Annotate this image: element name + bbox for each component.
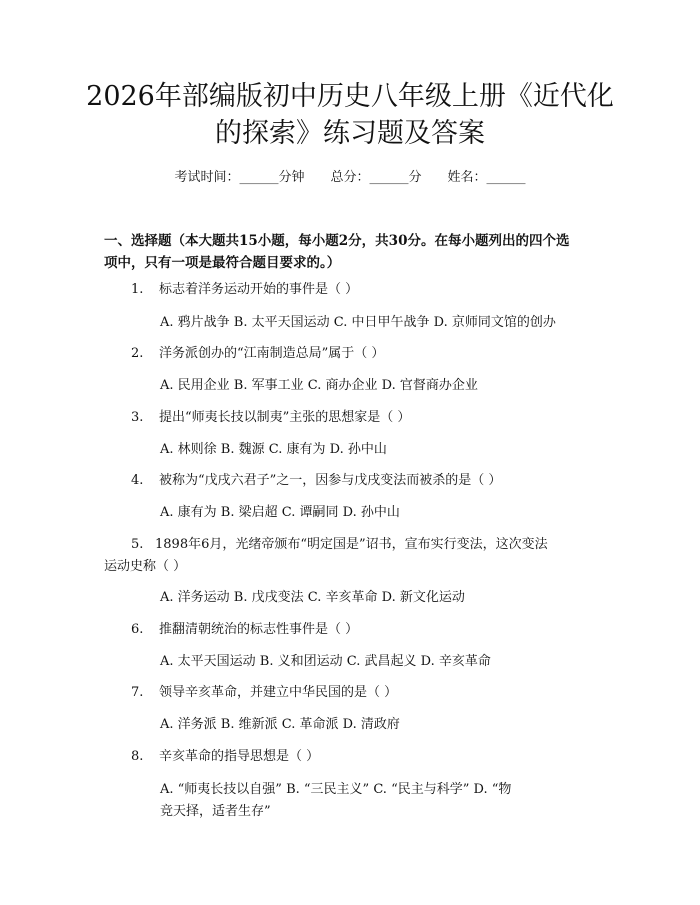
question-7-stem — [131, 683, 397, 703]
question-number: 4. — [131, 473, 144, 488]
exam-time-field: 考试时间：______分钟 — [174, 170, 305, 185]
section-header-line-2: 项中，只有一项是最符合题目要求的。） — [104, 255, 341, 271]
question-5-options: A. 洋务运动 B. 戊戌变法 C. 辛亥革命 D. 新文化运动 — [160, 590, 465, 605]
question-4-options: A. 康有为 B. 梁启超 C. 谭嗣同 D. 孙中山 — [160, 505, 400, 520]
question-8-options — [160, 779, 600, 823]
question-7-options: A. 洋务派 B. 维新派 C. 革命派 D. 清政府 — [160, 717, 400, 732]
question-text: 提出“师夷长技以制夷”主张的思想家是（ ） — [159, 410, 411, 425]
exam-name-field: 姓名：______ — [447, 170, 526, 185]
question-text-line-1: 1898年6月，光绪帝颁布“明定国是”诏书，宣布实行变法，这次变法 — [155, 537, 548, 552]
question-number: 8. — [131, 749, 144, 764]
question-1-options: A. 鸦片战争 B. 太平天国运动 C. 中日甲午战争 D. 京师同文馆的创办 — [160, 315, 556, 330]
question-1-stem — [131, 280, 358, 300]
question-4-stem — [131, 471, 501, 491]
options-line-2: 竞天择，适者生存” — [160, 804, 271, 819]
document-title — [60, 78, 640, 152]
question-2-options: A. 民用企业 B. 军事工业 C. 商办企业 D. 官督商办企业 — [160, 378, 478, 393]
exam-score-field: 总分：______分 — [330, 170, 422, 185]
title-line-2: 的探索》练习题及答案 — [215, 118, 485, 149]
question-number: 3. — [131, 410, 144, 425]
exam-info — [0, 168, 700, 188]
question-8-stem — [131, 747, 319, 767]
question-number: 6. — [131, 622, 144, 637]
question-5-stem — [104, 534, 604, 578]
question-text: 被称为“戊戌六君子”之一，因参与戊戌变法而被杀的是（ ） — [159, 473, 502, 488]
question-text: 推翻清朝统治的标志性事件是（ ） — [159, 622, 359, 637]
question-text: 洋务派创办的“江南制造总局”属于（ ） — [159, 346, 385, 361]
options-line-1: A. “师夷长技以自强” B. “三民主义” C. “民主与科学” D. “物 — [160, 782, 512, 797]
question-6-stem — [131, 620, 358, 640]
question-number: 5. — [131, 537, 144, 552]
section-header-line-1: 一、选择题（本大题共15小题，每小题2分，共30分。在每小题列出的四个选 — [104, 233, 570, 249]
question-text-line-2: 运动史称（ ） — [104, 559, 187, 574]
title-line-1: 2026年部编版初中历史八年级上册《近代化 — [86, 81, 614, 112]
question-number: 7. — [131, 685, 144, 700]
question-number: 2. — [131, 346, 144, 361]
question-3-options: A. 林则徐 B. 魏源 C. 康有为 D. 孙中山 — [160, 442, 387, 457]
question-2-stem — [131, 344, 384, 364]
question-text: 辛亥革命的指导思想是（ ） — [159, 749, 320, 764]
question-6-options: A. 太平天国运动 B. 义和团运动 C. 武昌起义 D. 辛亥革命 — [160, 654, 491, 669]
question-number: 1. — [131, 282, 144, 297]
question-text: 标志着洋务运动开始的事件是（ ） — [159, 282, 359, 297]
section-header — [104, 230, 604, 274]
question-3-stem — [131, 408, 410, 428]
question-text: 领导辛亥革命，并建立中华民国的是（ ） — [159, 685, 398, 700]
